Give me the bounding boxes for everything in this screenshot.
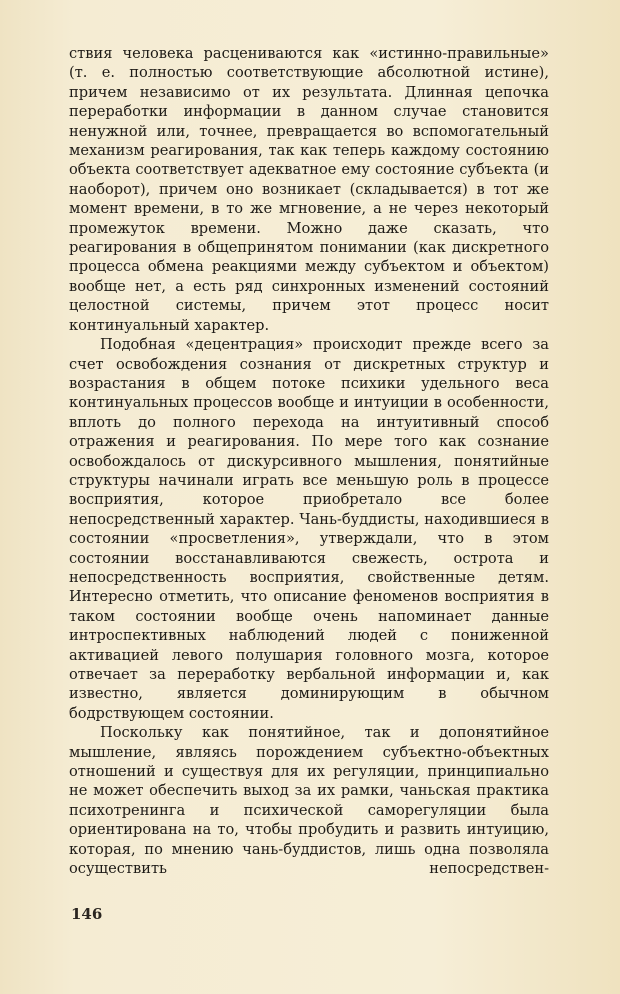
page-number: 146 [71,905,103,923]
paragraph-1: ствия человека расцениваются как «истинно-правильные» (т. е. полностью соответствующие абсолютной истине), причем независимо от их результата. Длинная цепочка переработки информации в данном случае становится ненужной или, точнее, превращается во вспомогательный механизм реагирования, так как теперь каждому состоянию объекта соответствует адекватное ему состояние субъекта (и наоборот), причем оно возникает (складывается) в тот же момент времени, в то же мгновение, а не через некоторый промежуток времени. Можно даже сказать, что реагирования в общепринятом понимании (как дискретного процесса обмена реакциями между субъектом и объектом) вообще нет, а есть ряд синхронных изменений состояний целостной системы, причем этот процесс носит континуальный характер. [69,45,549,334]
paragraph-3: Поскольку как понятийное, так и допонятийное мышление, являясь порождением субъектно-объектных отношений и существуя для их регуляции, принципиально не может обеспечить выход за их рамки, чаньская практика психотренинга и психической саморегуляции была ориентирована на то, чтобы пробудить и развить интуицию, которая, по мнению чань-буддистов, лишь одна позволяла осуществить непосредствен- [69,724,549,878]
paragraph-2: Подобная «децентрация» происходит прежде всего за счет освобождения сознания от дискретных структур и возрастания в общем потоке психики удельного веса континуальных процессов вообще и интуиции в особенности, вплоть до полного перехода на интуитивный способ отражения и реагирования. По мере того как сознание освобождалось от дискурсивного мышления, понятийные структуры начинали играть все меньшую роль в процессе восприятия, которое приобретало все более непосредственный характер. Чань-буддисты, находившиеся в состоянии «просветления», утверждали, что в этом состоянии восстанавливаются свежесть, острота и непосредственность восприятия, свойственные детям. Интересно отметить, что описание феноменов восприятия в таком состоянии вообще очень напоминает данные интроспективных наблюдений людей с пониженной активацией левого полушария головного мозга, которое отвечает за переработку вербальной информации и, как известно, является доминирующим в обычном бодрствующем состоянии. [69,336,549,722]
body-text [69,44,549,878]
